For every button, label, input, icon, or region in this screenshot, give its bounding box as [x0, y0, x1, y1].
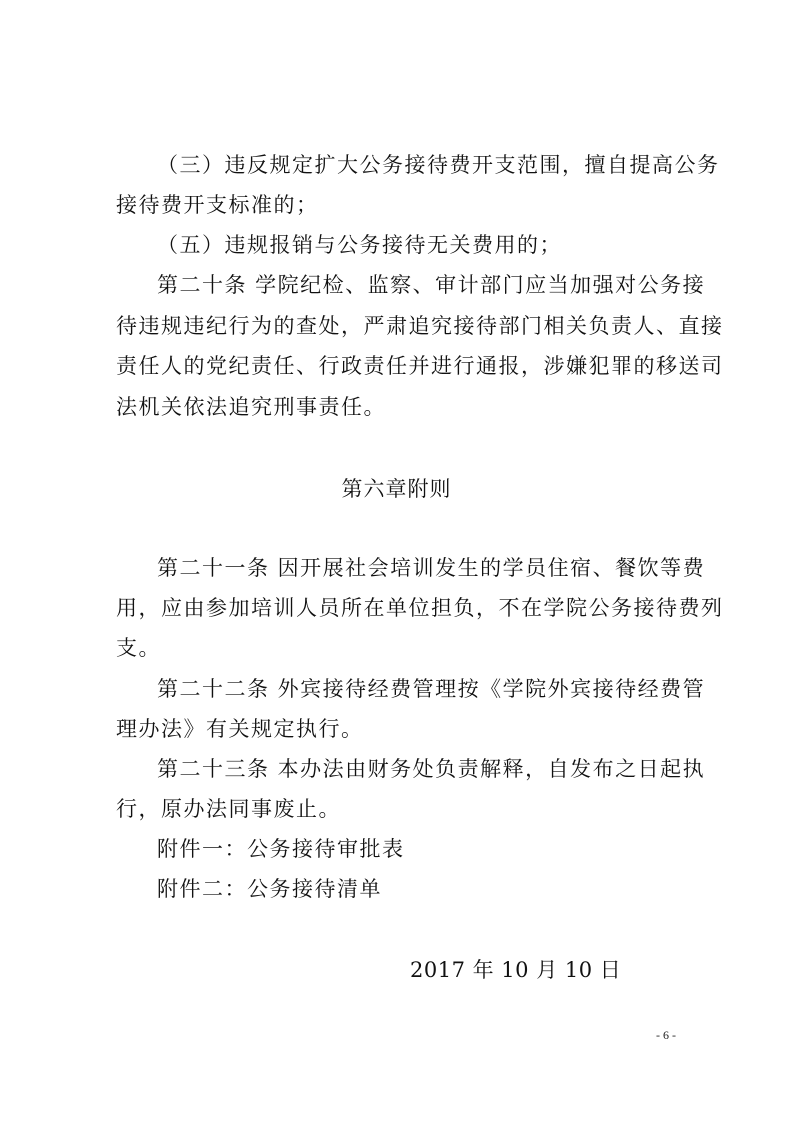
- paragraph-line: 第二十三条 本办法由财务处负责解释，自发布之日起执: [157, 757, 706, 781]
- paragraph-line: 待违规违纪行为的查处，严肃追究接待部门相关负责人、直接: [116, 314, 724, 338]
- paragraph-line: 第二十一条 因开展社会培训发生的学员住宿、餐饮等费: [157, 556, 706, 580]
- paragraph-line: 理办法》有关规定执行。: [116, 717, 364, 741]
- paragraph-line: （五）违规报销与公务接待无关费用的；: [157, 233, 562, 257]
- chapter-title: 第六章附则: [341, 477, 452, 501]
- attachment-line: 附件一：公务接待审批表: [157, 837, 405, 861]
- paragraph-line: 行，原办法同事废止。: [116, 797, 341, 821]
- paragraph-line: （三）违反规定扩大公务接待费开支范围，擅自提高公务: [157, 153, 720, 177]
- paragraph-line: 用，应由参加培训人员所在单位担负，不在学院公务接待费列: [116, 596, 724, 620]
- paragraph-line: 支。: [116, 636, 161, 660]
- paragraph-line: 责任人的党纪责任、行政责任并进行通报，涉嫌犯罪的移送司: [116, 354, 724, 378]
- paragraph-line: 接待费开支标准的；: [116, 193, 319, 217]
- paragraph-line: 第二十条 学院纪检、监察、审计部门应当加强对公务接: [157, 273, 706, 297]
- paragraph-line: 法机关依法追究刑事责任。: [116, 395, 386, 419]
- paragraph-line: 第二十二条 外宾接待经费管理按《学院外宾接待经费管: [157, 677, 706, 701]
- attachment-line: 附件二：公务接待清单: [157, 877, 382, 901]
- document-date: 2017 年 10 月 10 日: [410, 958, 622, 982]
- page-number: - 6 -: [656, 1028, 676, 1042]
